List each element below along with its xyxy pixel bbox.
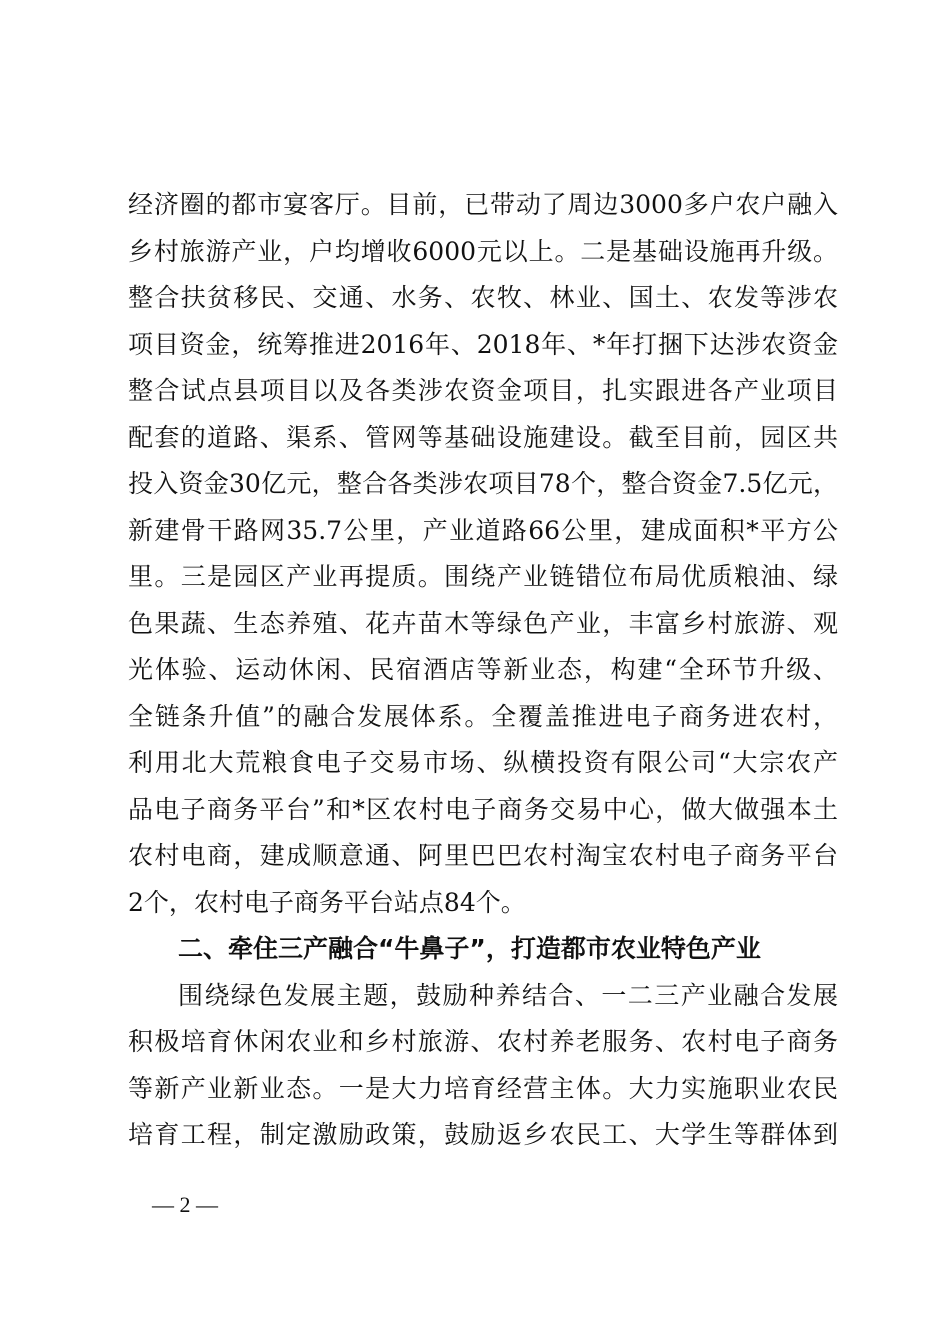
text-line: 2个，农村电子商务平台站点84个。 bbox=[128, 887, 526, 917]
text-line: 新建骨干路网35.7公里，产业道路66公里，建成面积*平方公 bbox=[128, 515, 838, 545]
text-line: 全链条升值”的融合发展体系。全覆盖推进电子商务进农村， bbox=[128, 701, 838, 731]
text-line: 整合扶贫移民、交通、水务、农牧、林业、国土、农发等涉农 bbox=[128, 283, 838, 312]
text-line: 等新产业新业态。一是大力培育经营主体。大力实施职业农民 bbox=[128, 1073, 838, 1103]
text-line: 光体验、运动休闲、民宿酒店等新业态，构建“全环节升级、 bbox=[128, 655, 838, 684]
page-number: — 2 — bbox=[152, 1192, 218, 1217]
text-line: 培育工程，制定激励政策，鼓励返乡农民工、大学生等群体到 bbox=[128, 1120, 838, 1149]
text-line: 经济圈的都市宴客厅。目前，已带动了周边3000多户农户融入 bbox=[128, 190, 838, 219]
text-line: 项目资金，统筹推进2016年、2018年、*年打捆下达涉农资金 bbox=[128, 329, 838, 359]
text-line: 农村电商，建成顺意通、阿里巴巴农村淘宝农村电子商务平台 bbox=[128, 841, 838, 870]
section-heading: 二、牵住三产融合“牛鼻子”，打造都市农业特色产业 bbox=[178, 934, 761, 963]
text-line: 围绕绿色发展主题，鼓励种养结合、一二三产业融合发展 bbox=[178, 980, 838, 1010]
text-line: 积极培育休闲农业和乡村旅游、农村养老服务、农村电子商务 bbox=[128, 1027, 838, 1056]
text-line: 整合试点县项目以及各类涉农资金项目，扎实跟进各产业项目 bbox=[128, 376, 838, 405]
body-text bbox=[128, 182, 838, 1159]
text-line: 投入资金30亿元，整合各类涉农项目78个，整合资金7.5亿元， bbox=[128, 469, 838, 498]
text-line: 里。三是园区产业再提质。围绕产业链错位布局优质粮油、绿 bbox=[128, 562, 838, 591]
text-line: 色果蔬、生态养殖、花卉苗木等绿色产业，丰富乡村旅游、观 bbox=[128, 608, 838, 638]
text-line: 品电子商务平台”和*区农村电子商务交易中心，做大做强本土 bbox=[128, 794, 838, 824]
text-line: 配套的道路、渠系、管网等基础设施建设。截至目前，园区共 bbox=[128, 422, 838, 452]
text-line: 乡村旅游产业，户均增收6000元以上。二是基础设施再升级。 bbox=[128, 236, 838, 266]
text-line: 利用北大荒粮食电子交易市场、纵横投资有限公司“大宗农产 bbox=[128, 748, 838, 777]
